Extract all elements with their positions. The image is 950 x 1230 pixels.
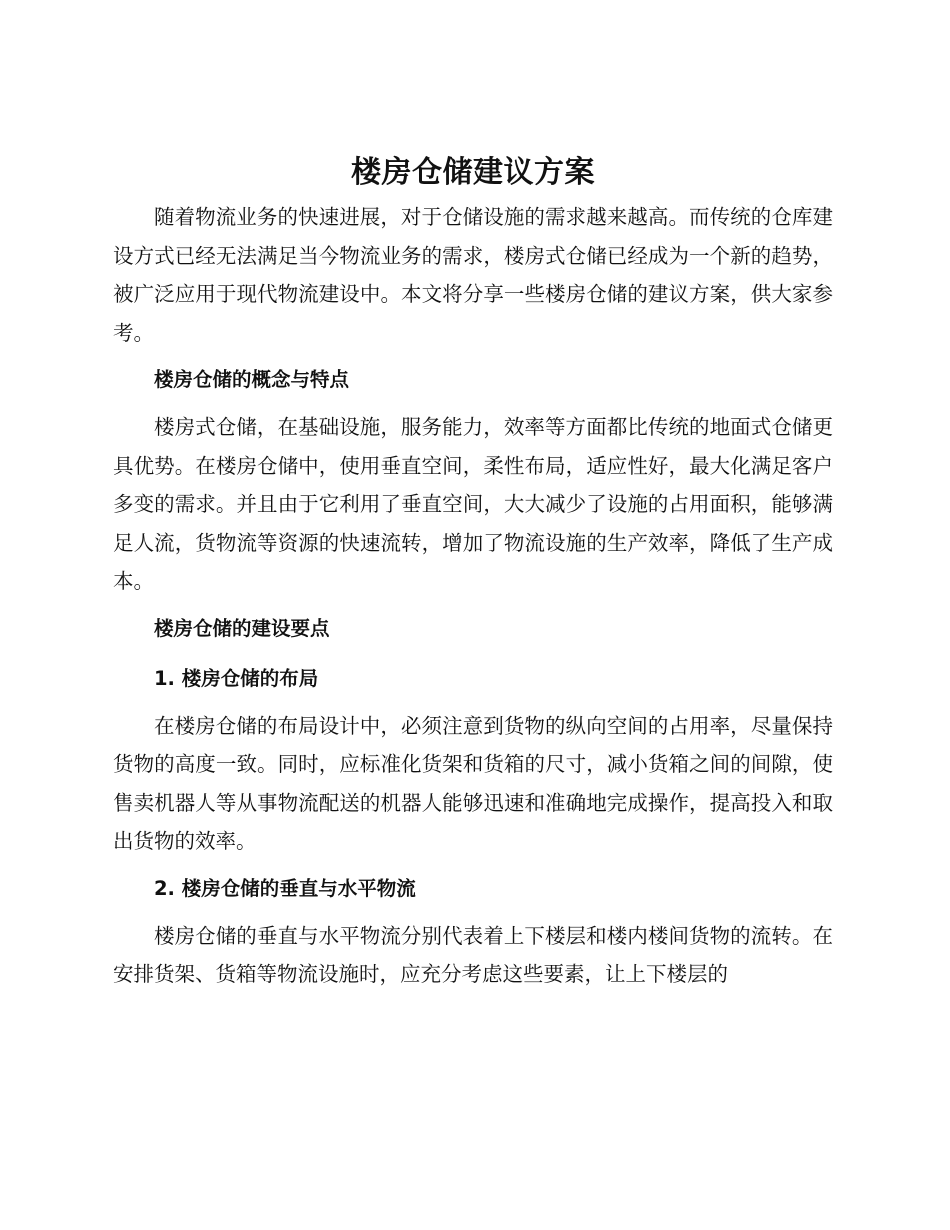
intro-paragraph: 随着物流业务的快速进展，对于仓储设施的需求越来越高。而传统的仓库建设方式已经无法满足当今物流业务的需求，楼房式仓储已经成为一个新的趋势，被广泛应用于现代物流建设中。本文将分享一些楼房仓储的建议方案，供大家参考。 [113,205,833,345]
subsection-heading-logistics: 2. 楼房仓储的垂直与水平物流 [153,876,416,900]
document-title: 楼房仓储建议方案 [351,155,595,190]
layout-paragraph: 在楼房仓储的布局设计中，必须注意到货物的纵向空间的占用率，尽量保持货物的高度一致。同时，应标准化货架和货箱的尺寸，减小货箱之间的间隙，使售卖机器人等从事物流配送的机器人能够迅速和准确地完成操作，提高投入和取出货物的效率。 [113,713,833,853]
subsection-heading-layout: 1. 楼房仓储的布局 [153,666,319,690]
logistics-paragraph: 楼房仓储的垂直与水平物流分别代表着上下楼层和楼内楼间货物的流转。在安排货架、货箱等物流设施时，应充分考虑这些要素，让上下楼层的 [113,923,833,986]
document-page [113,148,833,994]
concept-paragraph: 楼房式仓储，在基础设施，服务能力，效率等方面都比传统的地面式仓储更具优势。在楼房仓储中，使用垂直空间，柔性布局，适应性好，最大化满足客户多变的需求。并且由于它利用了垂直空间，大大减少了设施的占用面积，能够满足人流，货物流等资源的快速流转，增加了物流设施的生产效率，降低了生产成本。 [113,415,833,593]
section-heading-concept: 楼房仓储的概念与特点 [153,368,349,391]
section-heading-construction: 楼房仓储的建设要点 [153,616,330,640]
